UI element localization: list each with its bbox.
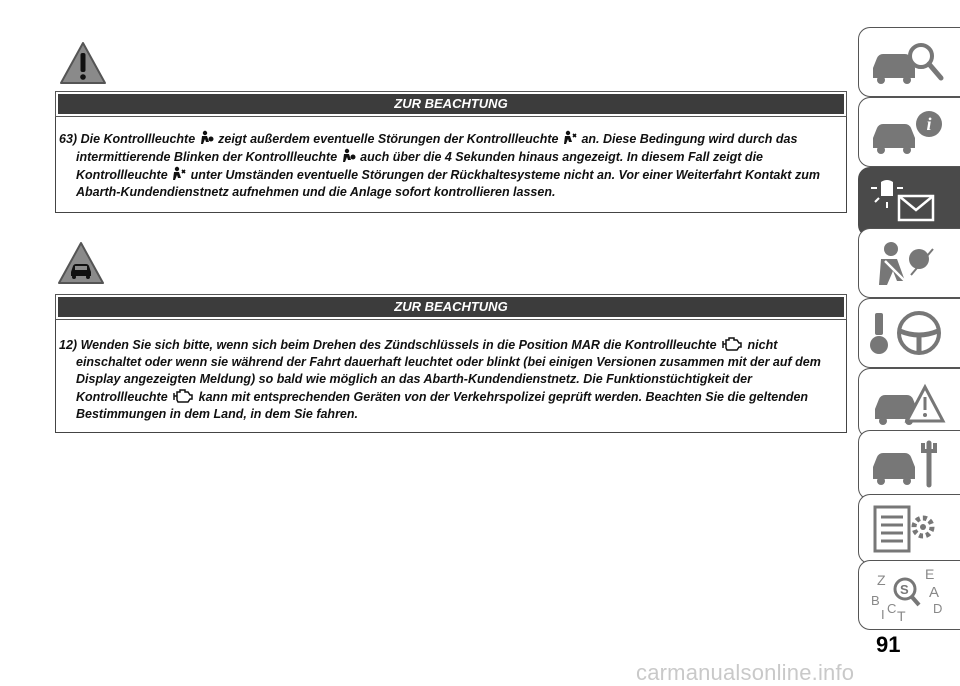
car-warning-triangle-icon — [56, 240, 106, 286]
engine-check-icon — [171, 388, 195, 404]
warning-light-message-icon — [867, 174, 953, 230]
tab-technical-data[interactable] — [858, 494, 960, 564]
tab-emergency[interactable] — [858, 368, 960, 438]
car-info-icon — [867, 104, 953, 160]
tab-starting-driving[interactable] — [858, 298, 960, 368]
watermark: carmanualsonline.info — [636, 660, 855, 685]
note-header: ZUR BEACHTUNG — [56, 295, 846, 319]
alphabet-index-icon — [867, 567, 953, 623]
index-letter: S — [900, 582, 909, 597]
tab-car-info[interactable] — [858, 97, 960, 167]
airbag-passenger-icon — [867, 235, 953, 291]
tab-maintenance[interactable] — [858, 430, 960, 500]
warning-triangle-icon — [58, 40, 108, 86]
index-letter: T — [897, 608, 906, 623]
index-letter: E — [925, 567, 935, 582]
engine-check-icon — [720, 336, 744, 352]
index-letter: I — [881, 607, 885, 622]
index-letter: D — [933, 601, 943, 616]
checklist-gear-icon — [867, 501, 953, 557]
airbag-warning-icon — [341, 148, 357, 164]
key-steering-wheel-icon — [867, 305, 953, 361]
index-letter: Z — [877, 572, 886, 588]
warning-note-63 — [55, 91, 847, 213]
tab-safety[interactable] — [858, 228, 960, 298]
car-search-icon — [867, 34, 953, 90]
index-letter: A — [929, 584, 940, 601]
warning-note-12 — [55, 294, 847, 433]
tab-car-search[interactable] — [858, 27, 960, 97]
tab-index[interactable] — [858, 560, 960, 630]
page-number: 91 — [876, 632, 901, 657]
index-letter: B — [871, 593, 880, 608]
car-warning-icon — [867, 375, 953, 431]
airbag-off-icon — [562, 130, 578, 146]
airbag-off-icon — [171, 166, 187, 182]
note-header: ZUR BEACHTUNG — [56, 92, 846, 116]
airbag-warning-icon — [199, 130, 215, 146]
index-letter: C — [887, 601, 897, 616]
note-body: 63) Die Kontrollleuchte zeigt außerdem eventuelle Störungen der Kontrollleuchte an. Diese Bedingung wird durch das intermittierende Blinken der Kontrollleuchte auch über die 4 Sekunden hinaus angezeigt. In diesem Fall zeigt die Kontrollleuchte unter Umständen eventuelle Störungen der Rückhaltesysteme nicht an. Vor einer Weiterfahrt Kontakt zum Abarth-Kundendienstnetz aufnehmen und die Anlage sofort kontrollieren lassen. — [59, 132, 820, 199]
tab-warning-lights-messages[interactable] — [858, 167, 960, 237]
svg-text:i: i — [926, 114, 932, 134]
car-wrench-icon — [867, 437, 953, 493]
note-body: 12) Wenden Sie sich bitte, wenn sich beim Drehen des Zündschlüssels in die Position MAR die Kontrollleuchte nicht einschaltet oder wenn sie während der Fahrt dauerhaft leuchtet oder blinkt (bei einigen Versionen zusammen mit der auf dem Display angezeigten Meldung) so bald wie möglich an das Abarth-Kundendienstnetz. Die Funktionstüchtigkeit der Kontrollleuchte kann mit entsprechenden Geräten von der Verkehrspolizei geprüft werden. Beachten Sie die geltenden Bestimmungen in dem Land, in dem Sie fahren. — [59, 338, 821, 421]
